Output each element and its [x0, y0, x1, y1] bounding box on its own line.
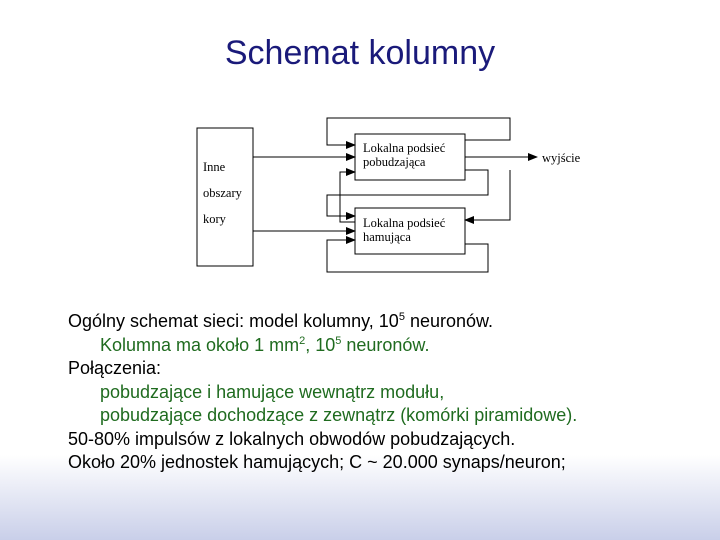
slide-title: Schemat kolumny — [224, 34, 496, 72]
line-inhibitory-units: Około 20% jednostek hamujących; C ~ 20.000 synaps/neuron; — [68, 452, 566, 472]
excitatory-subnet-label-line2: pobudzająca — [363, 155, 426, 169]
other-areas-label-line3: kory — [203, 212, 226, 226]
excitatory-subnet-label-line1: Lokalna podsieć — [363, 141, 446, 155]
output-label: wyjście — [542, 151, 581, 165]
line-connections-external: pobudzające dochodzące z zewnątrz (komórki piramidowe). — [100, 405, 578, 425]
line-connections-heading: Połączenia: — [68, 358, 162, 378]
inhibitory-subnet-label-line1: Lokalna podsieć — [363, 216, 446, 230]
description-text — [68, 310, 708, 475]
line-connections-internal: pobudzające i hamujące wewnątrz modułu, — [100, 381, 445, 402]
line-general-schema: Ogólny schemat sieci: model kolumny, $10^5$ neuronów. — [68, 311, 494, 331]
other-areas-label-line1: Inne — [203, 160, 226, 174]
line-impulses: 50-80% impulsów z lokalnych obwodów pobudzających. — [68, 428, 516, 449]
line-column-size: Kolumna ma około 1 $mm^2$, $10^5$ neuronów. — [100, 334, 430, 355]
other-areas-label-line2: obszary — [203, 186, 242, 200]
inhibitory-to-excitatory-arrow — [340, 172, 355, 222]
inhibitory-subnet-label-line2: hamująca — [363, 230, 411, 244]
